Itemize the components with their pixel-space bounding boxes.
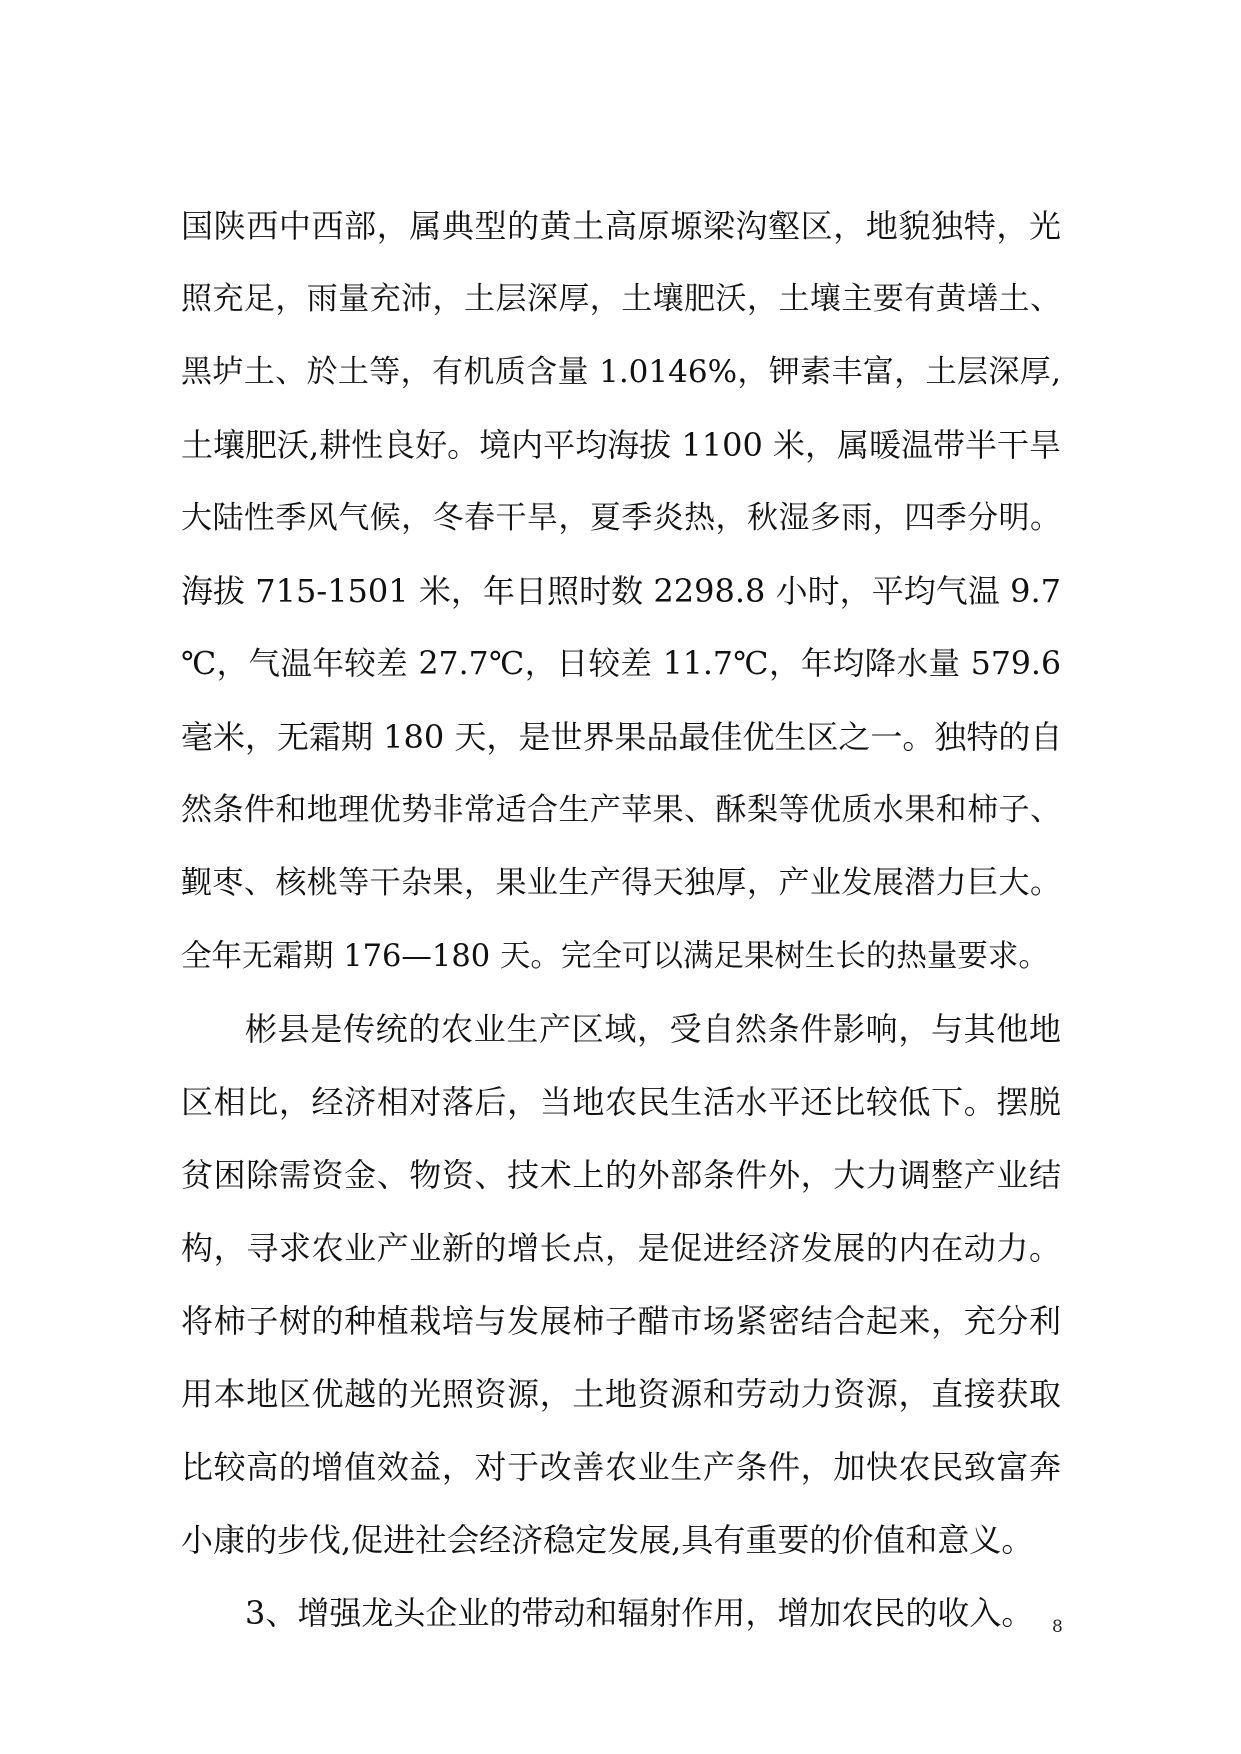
text-line: 然条件和地理优势非常适合生产苹果、酥梨等优质水果和柿子、 [181, 792, 1061, 828]
text-line: 觐枣、核桃等干杂果，果业生产得天独厚，产业发展潜力巨大。 [181, 865, 1061, 901]
text-line: 全年无霜期 176—180 天。完全可以满足果树生长的热量要求。 [181, 939, 1049, 974]
text-line: 用本地区优越的光照资源，土地资源和劳动力资源，直接获取 [181, 1375, 1061, 1413]
text-line: 海拔 715-1501 米，年日照时数 2298.8 小时，平均气温 9.7 [181, 572, 1061, 610]
body-text [181, 190, 1061, 1650]
text-line: 比较高的增值效益，对于改善农业生产条件，加快农民致富奔 [181, 1448, 1061, 1486]
text-line: 小康的步伐,促进社会经济稳定发展,具有重要的价值和意义。 [181, 1521, 1034, 1559]
text-line: 大陆性季风气候，冬春干旱，夏季炎热，秋湿多雨，四季分明。 [181, 500, 1061, 536]
text-line: 将柿子树的种植栽培与发展柿子醋市场紧密结合起来，充分利 [181, 1302, 1061, 1340]
text-line: 黑垆土、於土等，有机质含量 1.0146%，钾素丰富，土层深厚, [181, 354, 1061, 390]
page-number: 8 [1052, 1617, 1063, 1637]
text-line: 国陕西中西部，属典型的黄土高原塬梁沟壑区，地貌独特，光 [181, 207, 1061, 245]
text-line: 贫困除需资金、物资、技术上的外部条件外，大力调整产业结 [181, 1156, 1061, 1194]
text-line: 毫米，无霜期 180 天，是世界果品最佳优生区之一。独特的自 [181, 718, 1063, 756]
section-heading-line: 3、增强龙头企业的带动和辐射作用，增加农民的收入。 [245, 1594, 1034, 1632]
paragraph-start-line: 彬县是传统的农业生产区域，受自然条件影响，与其他地 [245, 1010, 1061, 1048]
text-line: 土壤肥沃,耕性良好。境内平均海拔 1100 米，属暖温带半干旱 [181, 426, 1061, 464]
text-line: 照充足，雨量充沛，土层深厚，土壤肥沃，土壤主要有黄墡土、 [181, 281, 1061, 317]
text-line: 构，寻求农业产业新的增长点，是促进经济发展的内在动力。 [181, 1229, 1061, 1267]
text-line: 区相比，经济相对落后，当地农民生活水平还比较低下。摆脱 [181, 1083, 1061, 1121]
text-line: ℃，气温年较差 27.7℃，日较差 11.7℃，年均降水量 579.6 [181, 646, 1061, 682]
